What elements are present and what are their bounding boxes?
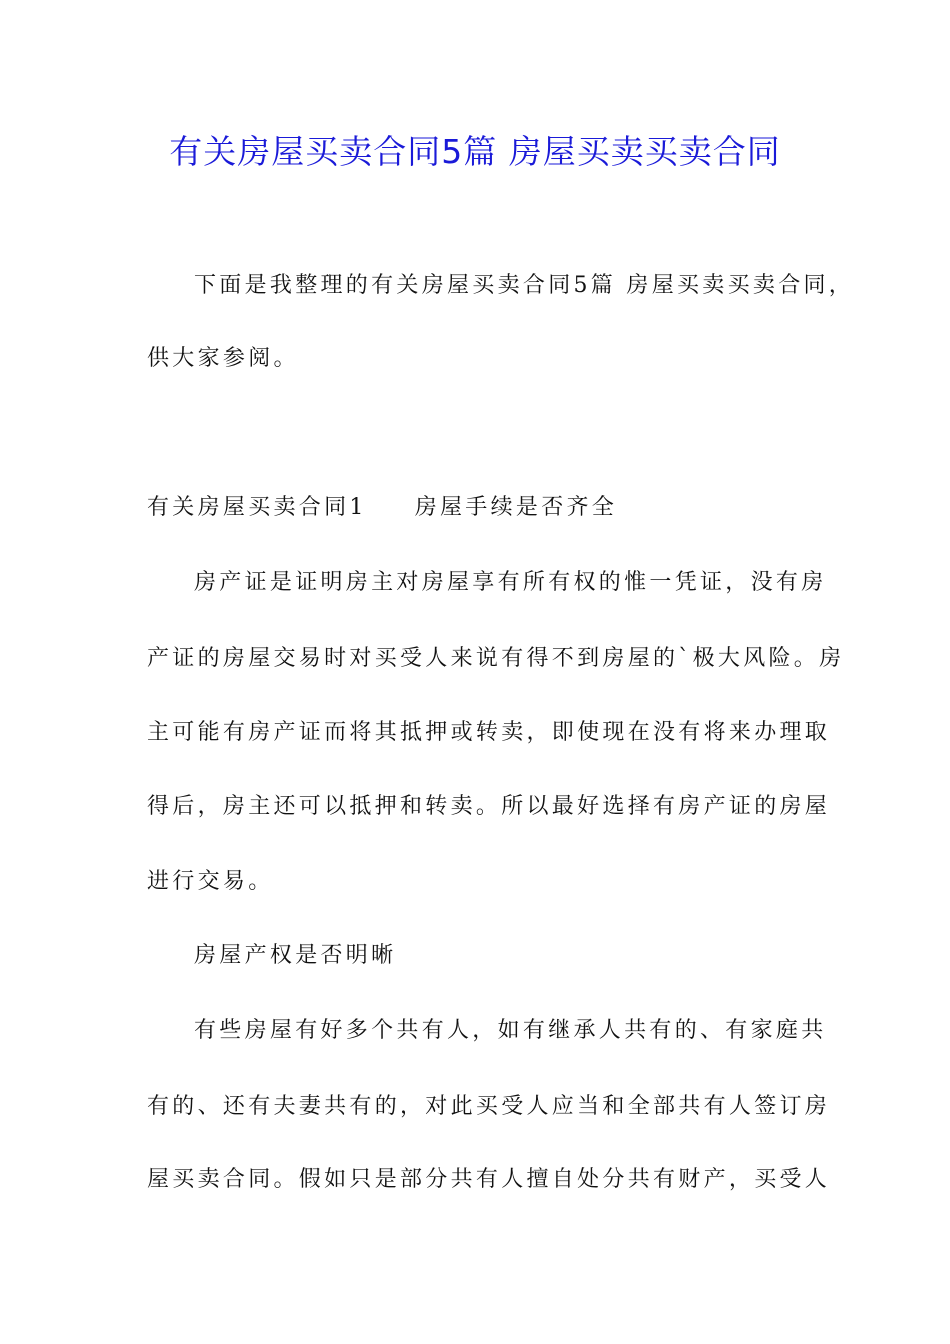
paragraph-line: 屋买卖合同。假如只是部分共有人擅自处分共有财产，买受人	[147, 1167, 831, 1192]
section-heading-row	[147, 492, 617, 524]
paragraph-line: 得后，房主还可以抵押和转卖。所以最好选择有房产证的房屋	[147, 794, 831, 819]
sub-heading: 房屋产权是否明晰	[194, 943, 397, 968]
paragraph-line: 主可能有房产证而将其抵押或转卖，即使现在没有将来办理取	[147, 720, 831, 745]
section-heading: 有关房屋买卖合同1	[147, 495, 367, 520]
intro-line: 供大家参阅。	[147, 346, 299, 371]
section-subheading: 房屋手续是否齐全	[414, 495, 618, 520]
paragraph-line: 房产证是证明房主对房屋享有所有权的惟一凭证，没有房	[194, 570, 827, 595]
document-title: 有关房屋买卖合同5篇 房屋买卖买卖合同	[169, 132, 781, 171]
paragraph-line: 产证的房屋交易时对买受人来说有得不到房屋的`极大风险。房	[147, 646, 845, 671]
paragraph-line: 进行交易。	[147, 869, 274, 894]
intro-line: 下面是我整理的有关房屋买卖合同5篇 房屋买卖买卖合同，	[194, 273, 855, 298]
paragraph-line: 有的、还有夫妻共有的，对此买受人应当和全部共有人签订房	[147, 1094, 831, 1119]
paragraph-line: 有些房屋有好多个共有人，如有继承人共有的、有家庭共	[194, 1018, 827, 1043]
